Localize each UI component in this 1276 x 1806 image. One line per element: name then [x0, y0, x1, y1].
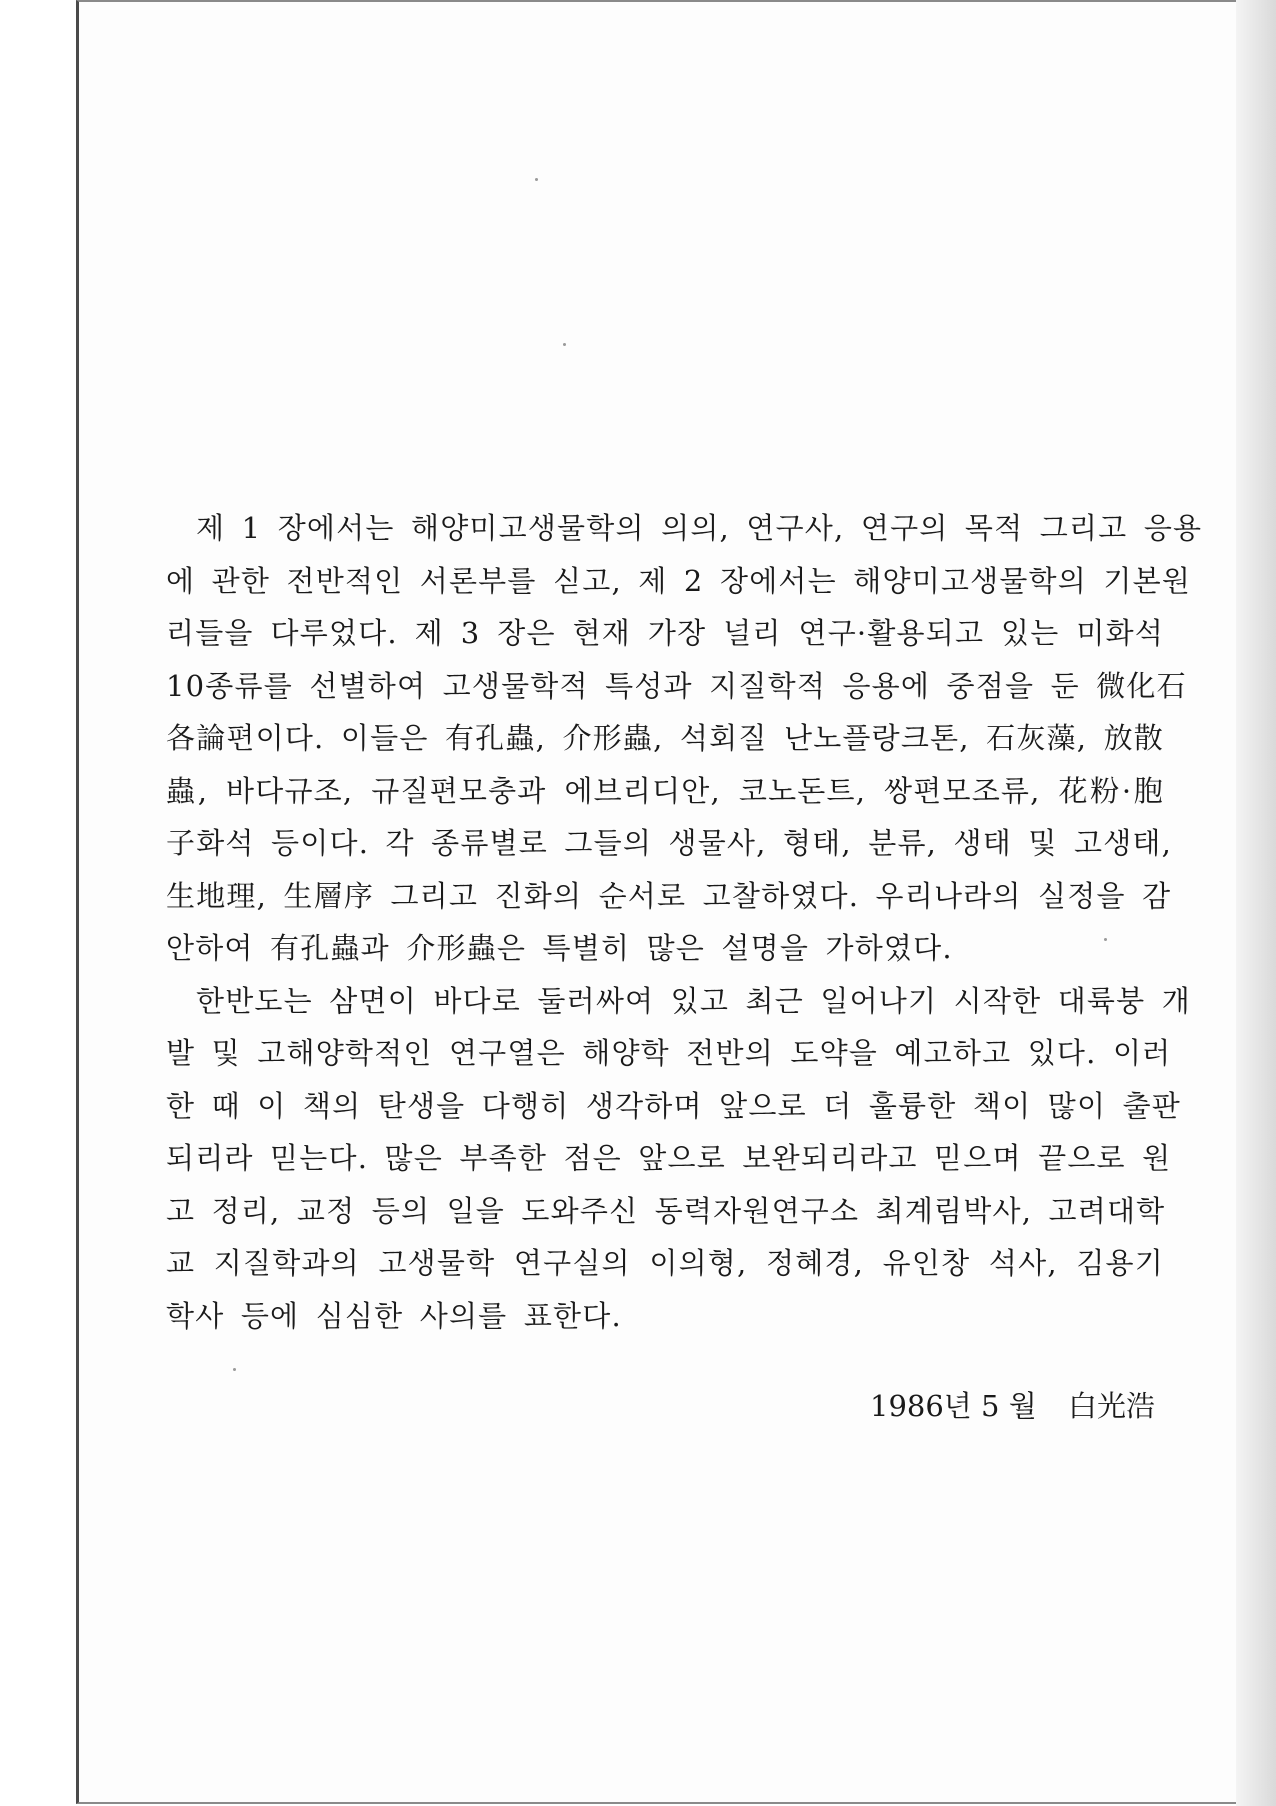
paper-speck: [563, 343, 566, 346]
preface-line: 各論편이다. 이들은 有孔蟲, 介形蟲, 석회질 난노플랑크톤, 石灰藻, 放散: [166, 721, 1164, 755]
page-edge-shadow: [1236, 0, 1276, 1806]
preface-line: 한 때 이 책의 탄생을 다행히 생각하며 앞으로 더 훌륭한 책이 많이 출판: [166, 1088, 1182, 1123]
preface-line: 고 정리, 교정 등의 일을 도와주신 동력자원연구소 최계림박사, 고려대학: [166, 1193, 1166, 1228]
preface-line: 발 및 고해양학적인 연구열은 해양학 전반의 도약을 예고하고 있다. 이러: [166, 1036, 1172, 1070]
preface-line: 되리라 믿는다. 많은 부족한 점은 앞으로 보완되리라고 믿으며 끝으로 원: [166, 1141, 1172, 1175]
signature-author: 白光浩: [1067, 1389, 1155, 1423]
preface-line: 교 지질학과의 고생물학 연구실의 이의형, 정혜경, 유인창 석사, 김용기: [166, 1246, 1164, 1280]
preface-line: 한반도는 삼면이 바다로 둘러싸여 있고 최근 일어나기 시작한 대륙붕 개: [196, 983, 1191, 1018]
preface-line: 제 1 장에서는 해양미고생물학의 의의, 연구사, 연구의 목적 그리고 응용: [196, 511, 1203, 545]
preface-body: [166, 502, 1203, 1342]
preface-line: 학사 등에 심심한 사의를 표한다.: [166, 1298, 622, 1333]
preface-line: 生地理, 生層序 그리고 진화의 순서로 고찰하였다. 우리나라의 실정을 감: [166, 878, 1172, 913]
signature: [870, 1384, 1155, 1425]
paper-speck: [233, 1368, 236, 1371]
preface-line: 에 관한 전반적인 서론부를 싣고, 제 2 장에서는 해양미고생물학의 기본원: [166, 563, 1192, 598]
preface-line: 리들을 다루었다. 제 3 장은 현재 가장 널리 연구·활용되고 있는 미화석: [166, 616, 1164, 650]
signature-date: 1986년 5 월: [870, 1389, 1037, 1423]
preface-line: 안하여 有孔蟲과 介形蟲은 특별히 많은 설명을 가하였다.: [166, 931, 953, 965]
preface-line: 子화석 등이다. 각 종류별로 그들의 생물사, 형태, 분류, 생태 및 고생태,: [166, 826, 1173, 860]
preface-line: 10종류를 선별하여 고생물학적 특성과 지질학적 응용에 중점을 둔 微化石: [166, 668, 1187, 703]
preface-line: 蟲, 바다규조, 규질편모충과 에브리디안, 코노돈트, 쌍편모조류, 花粉·胞: [166, 773, 1164, 808]
paper-speck: [535, 178, 538, 181]
